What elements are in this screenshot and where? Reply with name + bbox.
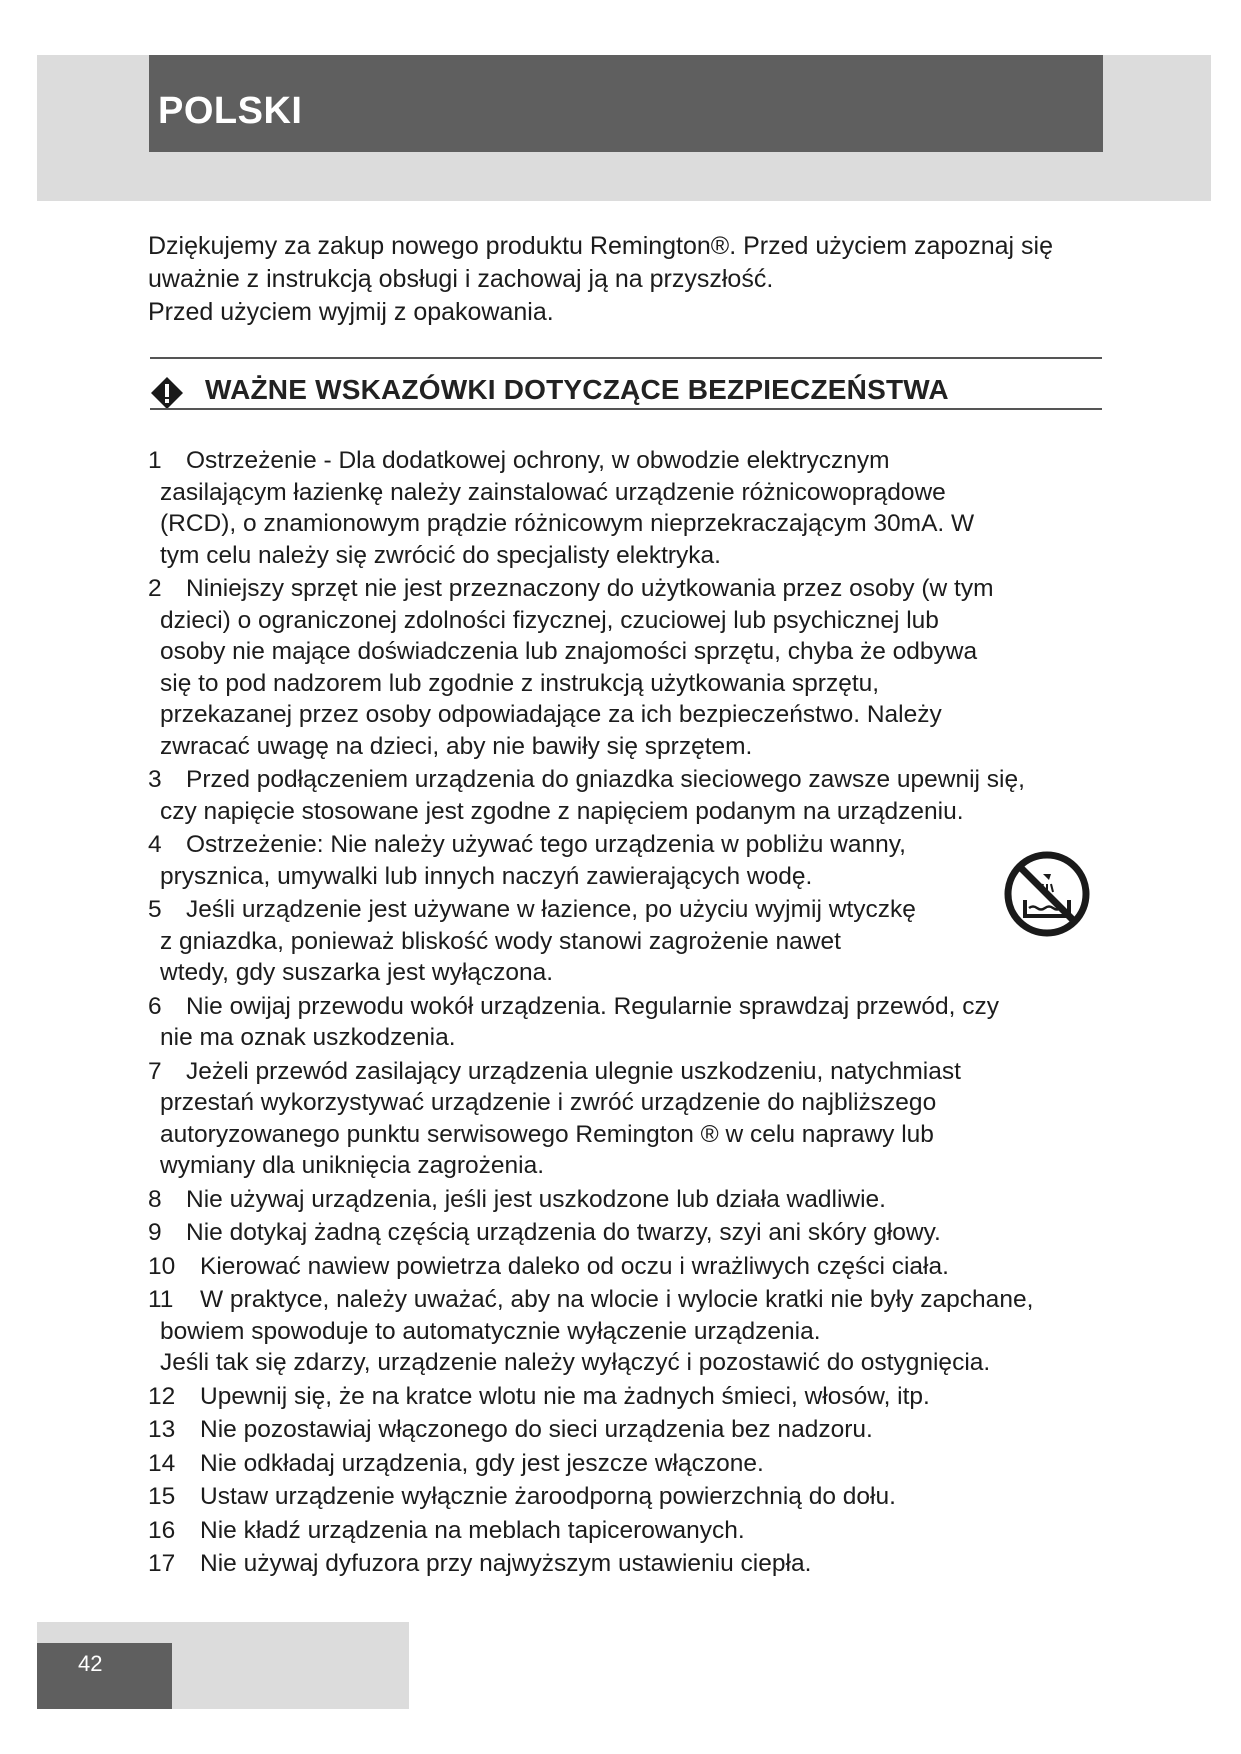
instruction-line: bowiem spowoduje to automatycznie wyłączenie urządzenia. <box>160 1317 821 1345</box>
instruction-item <box>148 894 1078 989</box>
instruction-item <box>148 829 1078 892</box>
instruction-number: 14 <box>148 1449 176 1477</box>
instruction-number: 7 <box>148 1057 162 1085</box>
intro-line: Przed użyciem wyjmij z opakowania. <box>148 298 554 326</box>
instruction-line: nie ma oznak uszkodzenia. <box>160 1024 456 1051</box>
instruction-line: osoby nie mające doświadczenia lub znajomości sprzętu, chyba że odbywa <box>160 638 978 665</box>
instruction-item <box>148 1217 1078 1249</box>
instruction-line: Nie dotykaj żadną częścią urządzenia do twarzy, szyi ani skóry głowy. <box>186 1219 941 1246</box>
instruction-number: 11 <box>148 1286 174 1313</box>
page-number-box <box>37 1643 172 1709</box>
instruction-line: Jeśli urządzenie jest używane w łazience, po użyciu wyjmij wtyczkę <box>186 896 916 923</box>
instruction-line: wymiany dla uniknięcia zagrożenia. <box>160 1152 545 1179</box>
instruction-line: zasilającym łazienkę należy zainstalować urządzenie różnicowoprądowe <box>160 478 946 506</box>
page-number: 42 <box>78 1651 103 1676</box>
instruction-line: Jeśli tak się zdarzy, urządzenie należy wyłączyć i pozostawić do ostygnięcia. <box>160 1349 991 1376</box>
instruction-line: Kierować nawiew powietrza daleko od oczu i wrażliwych części ciała. <box>200 1252 949 1280</box>
instruction-number: 4 <box>148 831 162 858</box>
instruction-item <box>148 1548 1078 1580</box>
instruction-number: 17 <box>148 1550 176 1577</box>
instruction-number: 16 <box>148 1516 176 1544</box>
instruction-line: Nie używaj dyfuzora przy najwyższym ustawieniu ciepła. <box>200 1550 812 1577</box>
instruction-line: Nie kładź urządzenia na meblach tapicerowanych. <box>200 1516 745 1544</box>
instruction-item <box>148 991 1078 1054</box>
instruction-line: W praktyce, należy uważać, aby na wlocie i wylocie kratki nie były zapchane, <box>200 1286 1034 1313</box>
section-rule-bottom <box>150 408 1102 410</box>
instruction-number: 2 <box>148 575 162 602</box>
intro-line: Dziękujemy za zakup nowego produktu Remington®. Przed użyciem zapoznaj się <box>148 232 1053 260</box>
instruction-line: Nie odkładaj urządzenia, gdy jest jeszcze włączone. <box>200 1449 764 1477</box>
intro-paragraph <box>148 230 1108 329</box>
instruction-line: Nie owijaj przewodu wokół urządzenia. Regularnie sprawdzaj przewód, czy <box>186 992 999 1020</box>
instruction-line: Ostrzeżenie: Nie należy używać tego urządzenia w pobliżu wanny, <box>186 831 906 858</box>
instruction-item <box>148 573 1078 762</box>
instruction-line: Ustaw urządzenie wyłącznie żaroodporną powierzchnią do dołu. <box>200 1483 896 1510</box>
instruction-item <box>148 445 1078 571</box>
instruction-line: zwracać uwagę na dzieci, aby nie bawiły się sprzętem. <box>160 732 753 760</box>
instruction-item <box>148 1184 1078 1216</box>
instruction-line: Niniejszy sprzęt nie jest przeznaczony do użytkowania przez osoby (w tym <box>186 575 994 602</box>
instruction-number: 15 <box>148 1483 176 1510</box>
instruction-line: z gniazdka, ponieważ bliskość wody stanowi zagrożenie nawet <box>160 927 841 955</box>
instruction-line: wtedy, gdy suszarka jest wyłączona. <box>160 959 554 986</box>
instruction-line: Nie pozostawiaj włączonego do sieci urządzenia bez nadzoru. <box>200 1416 873 1443</box>
instruction-line: Upewnij się, że na kratce wlotu nie ma żadnych śmieci, włosów, itp. <box>200 1382 930 1410</box>
instruction-line: czy napięcie stosowane jest zgodne z napięciem podanym na urządzeniu. <box>160 797 964 825</box>
instruction-number: 3 <box>148 766 162 793</box>
instruction-line: Ostrzeżenie - Dla dodatkowej ochrony, w obwodzie elektrycznym <box>186 447 890 474</box>
instruction-line: dzieci) o ograniczonej zdolności fizycznej, czuciowej lub psychicznej lub <box>160 606 939 634</box>
instruction-number: 1 <box>148 447 162 474</box>
instruction-number: 6 <box>148 992 162 1020</box>
instruction-line: przestań wykorzystywać urządzenie i zwróć urządzenie do najbliższego <box>160 1089 937 1116</box>
safety-instructions-list <box>148 445 1078 1582</box>
instruction-line: autoryzowanego punktu serwisowego Remington ® w celu naprawy lub <box>160 1120 934 1148</box>
instruction-number: 5 <box>148 896 162 923</box>
instruction-line: Nie używaj urządzenia, jeśli jest uszkodzone lub działa wadliwie. <box>186 1185 886 1213</box>
section-rule-top <box>150 357 1102 359</box>
instruction-number: 13 <box>148 1416 176 1443</box>
instruction-item <box>148 1381 1078 1413</box>
instruction-number: 8 <box>148 1185 162 1213</box>
instruction-item <box>148 1515 1078 1547</box>
instruction-line: (RCD), o znamionowym prądzie różnicowym nieprzekraczającym 30mA. W <box>160 510 975 537</box>
intro-line: uważnie z instrukcją obsługi i zachowaj ją na przyszłość. <box>148 265 774 293</box>
instruction-line: prysznica, umywalki lub innych naczyń zawierających wodę. <box>160 862 813 890</box>
warning-exclamation-icon <box>150 376 184 410</box>
instruction-item <box>148 1448 1078 1480</box>
instruction-number: 12 <box>148 1382 176 1410</box>
instruction-item <box>148 1414 1078 1446</box>
instruction-line: Jeżeli przewód zasilający urządzenia ulegnie uszkodzeniu, natychmiast <box>186 1057 961 1085</box>
section-title: WAŻNE WSKAZÓWKI DOTYCZĄCE BEZPIECZEŃSTWA <box>205 374 949 405</box>
page-title: POLSKI <box>158 90 303 132</box>
instruction-line: się to pod nadzorem lub zgodnie z instrukcją użytkowania sprzętu, <box>160 669 880 697</box>
instruction-number: 10 <box>148 1252 176 1280</box>
instruction-item <box>148 1056 1078 1182</box>
instruction-line: tym celu należy się zwrócić do specjalisty elektryka. <box>160 541 721 569</box>
no-bath-water-icon <box>1003 850 1091 938</box>
instruction-number: 9 <box>148 1219 162 1246</box>
instruction-item <box>148 1481 1078 1513</box>
instruction-item <box>148 1251 1078 1283</box>
instruction-line: przekazanej przez osoby odpowiadające za ich bezpieczeństwo. Należy <box>160 701 942 728</box>
instruction-item <box>148 1284 1078 1379</box>
instruction-item <box>148 764 1078 827</box>
instruction-line: Przed podłączeniem urządzenia do gniazdka sieciowego zawsze upewnij się, <box>186 766 1025 793</box>
